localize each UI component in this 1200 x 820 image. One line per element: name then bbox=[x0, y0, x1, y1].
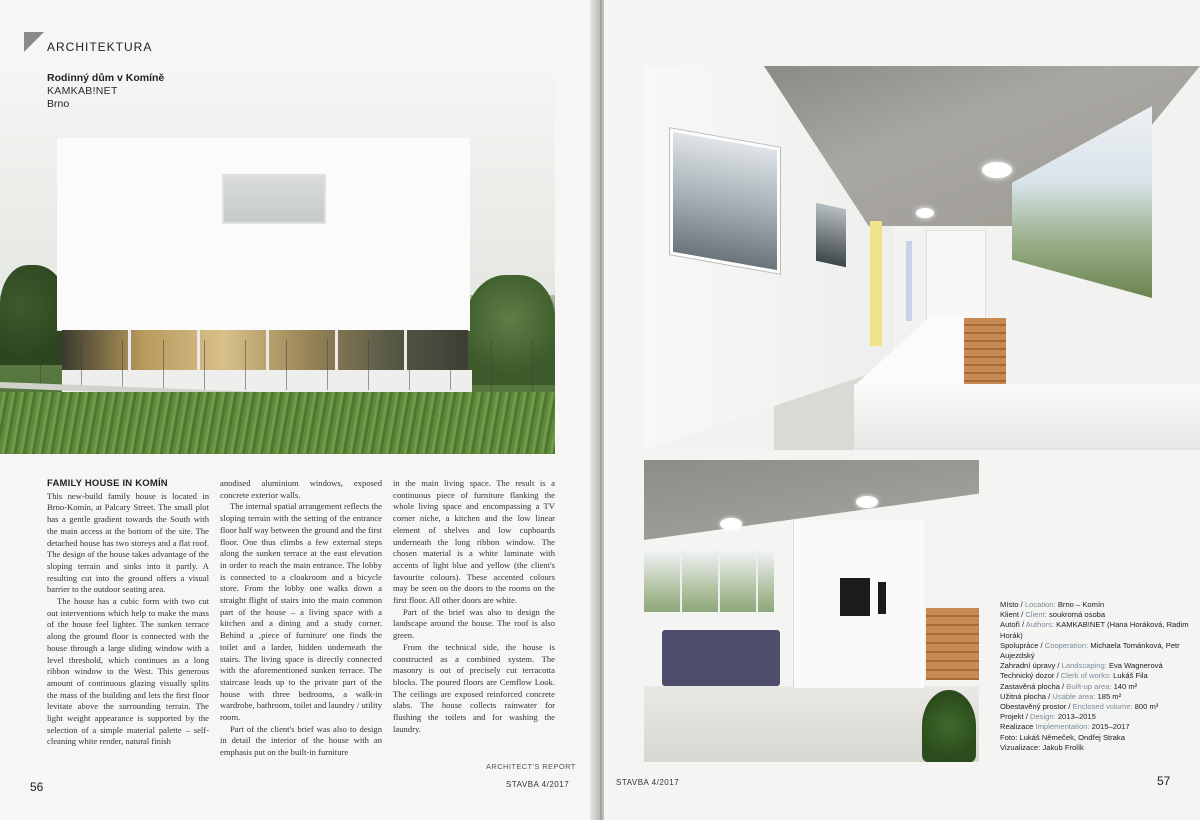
credit-label-cz: Užitná plocha / bbox=[1000, 691, 1053, 701]
article-heading: FAMILY HOUSE IN KOMÍN bbox=[47, 478, 168, 489]
right-page bbox=[604, 0, 1200, 820]
house-volume bbox=[57, 138, 470, 330]
television bbox=[840, 578, 870, 616]
credit-row bbox=[1000, 702, 1192, 712]
credit-label-cz: Místo / bbox=[1000, 600, 1025, 609]
credit-value: 185 m² bbox=[1095, 691, 1122, 701]
credit-label-en: Clerk of works: bbox=[1060, 671, 1111, 681]
credit-value: 140 m² bbox=[1111, 681, 1138, 691]
credit-value: Eva Wagnerová bbox=[1106, 661, 1163, 671]
credit-label-cz: Realizace bbox=[1000, 722, 1036, 732]
credit-row bbox=[1000, 712, 1192, 722]
article-paragraph: in the main living space. The result is a continuous piece of furniture flanking the whole living space and encompassing a TV corner niche, a kitchen and the low linear element of shelves and low cupboards underneath the long ribbon window. The chosen material is a white laminate with accents of light blue and yellow (the client's favourite colours). These accented colours may be seen on the doors to the rooms on the first floor. All other doors are white. bbox=[393, 478, 555, 606]
left-page bbox=[0, 0, 598, 820]
meadow bbox=[0, 392, 555, 454]
wooden-stairs bbox=[958, 318, 1006, 384]
article-paragraph: Part of the client's brief was also to design in detail the interior of the house with an emphasis put on the built-in furniture bbox=[220, 723, 382, 758]
credit-label-en: Client: bbox=[1025, 610, 1047, 620]
magazine-issue: 4/2017 bbox=[541, 780, 570, 789]
architects-report-tag: ARCHITECT'S REPORT bbox=[486, 762, 576, 771]
ceiling-lamp bbox=[856, 496, 878, 508]
credit-value: Vizualizace: Jakub Frolík bbox=[1000, 742, 1084, 752]
section-label: ARCHITEKTURA bbox=[47, 40, 153, 54]
wall-artwork bbox=[670, 128, 780, 273]
article-column-3 bbox=[393, 478, 555, 735]
credit-label-cz: Autoři / bbox=[1000, 620, 1026, 630]
credit-label-en: Landscaping: bbox=[1061, 661, 1107, 671]
credit-label-cz: Zahradní úpravy / bbox=[1000, 661, 1062, 671]
credit-label-cz: Zastavěná plocha / bbox=[1000, 681, 1067, 691]
credit-label-en: Implementation: bbox=[1035, 722, 1090, 732]
ceiling-lamp bbox=[982, 162, 1012, 178]
credit-value: Brno – Komín bbox=[1055, 600, 1105, 609]
credit-value: Lukáš Fila bbox=[1111, 671, 1148, 681]
credit-row bbox=[1000, 733, 1192, 743]
magazine-issue: 4/2017 bbox=[651, 778, 680, 787]
credit-label-en: Design: bbox=[1029, 712, 1056, 722]
ceiling-lamp bbox=[720, 518, 742, 530]
credit-row bbox=[1000, 743, 1192, 753]
article-paragraph: This new-build family house is located in Brno-Komín, at Palcary Street. The small plot has a gentle gradient towards the South with the main access at the bottom of the site. The detached house has two storeys and a flat roof. The design of the house takes advantage of the sloping terrain and sinks into it partly. A resulting cut into the ground offers a visual barrier to the outdoor seating area. bbox=[47, 490, 209, 595]
article-column-1 bbox=[47, 478, 209, 748]
potted-plant bbox=[922, 690, 976, 762]
article-paragraph: Part of the brief was also to design the landscape around the house. The roof is also green. bbox=[393, 606, 555, 641]
credit-row bbox=[1000, 692, 1192, 702]
credit-label-cz: Spolupráce / bbox=[1000, 640, 1045, 650]
credit-label-en: Location: bbox=[1024, 600, 1056, 609]
credit-row bbox=[1000, 661, 1192, 671]
page-number-right: 57 bbox=[1157, 774, 1171, 788]
credit-row bbox=[1000, 610, 1192, 620]
exterior-photo bbox=[0, 70, 555, 454]
credit-label-en: Authors: bbox=[1025, 620, 1055, 630]
page-number-left: 56 bbox=[30, 780, 44, 794]
credit-label-en: Usable area: bbox=[1052, 691, 1096, 701]
credit-value: KAMKAB!NET (Hana Horáková, Radim Horák) bbox=[1000, 620, 1189, 640]
credit-row bbox=[1000, 600, 1192, 610]
credit-value: 2013–2015 bbox=[1055, 712, 1096, 722]
project-credits bbox=[1000, 600, 1192, 753]
credit-row bbox=[1000, 671, 1192, 681]
project-author: KAMKAB!NET bbox=[47, 85, 118, 97]
magazine-footer-right bbox=[616, 778, 679, 787]
credit-row bbox=[1000, 641, 1192, 661]
article-column-2 bbox=[220, 478, 382, 759]
article-paragraph: anodised aluminium windows, exposed concrete exterior walls. bbox=[220, 478, 382, 500]
magazine-name: STAVBA bbox=[506, 780, 539, 789]
magazine-name: STAVBA bbox=[616, 778, 649, 787]
credit-value: soukromá osoba bbox=[1046, 610, 1106, 620]
credit-value: Foto: Lukáš Němeček, Ondřej Straka bbox=[1000, 732, 1125, 742]
interior-living-photo bbox=[644, 460, 979, 762]
blue-door bbox=[906, 241, 912, 321]
article-paragraph: The internal spatial arrangement reflects the sloping terrain with the setting of the entrance floor half way between the ground and the first floor. One thus climbs a few external steps along the sunken terrace at the east elevation in order to reach the main entrance. The lobby is connected to a cloakroom and a bicycle store. From the lobby one walks down a straight flight of stairs into the main common part of the house – a living space with a kitchen and a dining and a study corner. Behind a ‚piece of furniture' one finds the toilet and a larder, hidden underneath the stairs. The living space is directly connected with the aforementioned sunken terrace. The staircase leads up to the private part of the house with three bedrooms, a walk-in wardrobe, bathroom, toilet and laundry / utility room. bbox=[220, 501, 382, 723]
article-paragraph: The house has a cubic form with two cut out interventions which help to make the mass of the house feel lighter. The sunken terrace along the ground floor is connected with the house through a large sliding window with a level threshold, which continues as a long ribbon window to the West. This generous amount of continuous glazing visually splits the mass of the building and lets the first floor levitate above the surrounding terrain. The light weight appearance is supported by the selection of a simple material palette – self-cleaning white render, natural finish bbox=[47, 596, 209, 747]
yellow-door bbox=[870, 221, 882, 346]
section-triangle-icon bbox=[24, 32, 44, 52]
credit-value: 800 m³ bbox=[1132, 702, 1159, 712]
wooden-stairs bbox=[926, 608, 979, 680]
credit-label-en: Enclosed volume: bbox=[1072, 702, 1133, 712]
credit-label-en: Cooperation: bbox=[1044, 640, 1089, 650]
credit-row bbox=[1000, 682, 1192, 692]
wall-artwork bbox=[816, 203, 846, 267]
credit-row bbox=[1000, 620, 1192, 640]
magazine-footer-left bbox=[506, 780, 569, 789]
credit-label-cz: Projekt / bbox=[1000, 712, 1030, 722]
credit-row bbox=[1000, 722, 1192, 732]
credit-label-en: Built-up area: bbox=[1066, 681, 1112, 691]
project-caption bbox=[47, 72, 164, 111]
credit-label-cz: Klient / bbox=[1000, 610, 1026, 620]
interior-corridor-photo bbox=[644, 66, 1200, 450]
project-city: Brno bbox=[47, 98, 70, 110]
project-title: Rodinný dům v Komíně bbox=[47, 72, 165, 84]
credit-label-cz: Technický dozor / bbox=[1000, 671, 1061, 681]
article-paragraph: From the technical side, the house is constructed as a combined system. The masonry is out of precisely cut terracotta blocks. The poured floors are Cemflow Look. The ceilings are exposed reinforced concrete slabs. The house collects rainwater for flushing the toilets and for washing the laundry. bbox=[393, 641, 555, 734]
ceiling-lamp bbox=[916, 208, 934, 218]
sofa bbox=[662, 630, 780, 686]
credit-value: Michaela Tománková, Petr Aujezdský bbox=[1000, 640, 1180, 661]
credit-value: 2015–2017 bbox=[1089, 722, 1130, 732]
credit-label-cz: Obestavěný prostor / bbox=[1000, 702, 1073, 712]
